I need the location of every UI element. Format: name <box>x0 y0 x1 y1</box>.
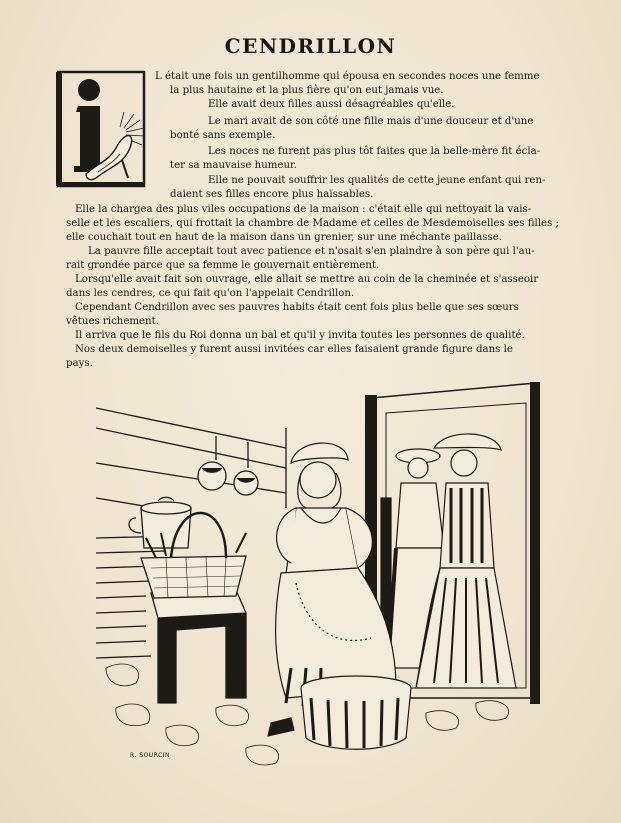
text-line: Elle avait deux filles aussi désagréables qu'elle. <box>208 99 455 110</box>
text-line: Nos deux demoiselles y furent aussi invitées car elles faisaient grande figure dans le <box>75 344 513 355</box>
text-line: La pauvre fille acceptait tout avec patience et n'osait s'en plaindre à son père qui l'au- <box>88 246 535 257</box>
text-line: rait grondée parce que sa femme le gouvernait entièrement. <box>66 260 380 271</box>
text-line: Cependant Cendrillon avec ses pauvres habits était cent fois plus belle que ses sœurs <box>75 302 519 313</box>
illustrator-signature: R. SOURCIN <box>130 752 171 759</box>
text-line: elle couchait tout en haut de la maison dans un grenier, sur une méchante paillasse. <box>66 232 503 243</box>
text-line: Lorsqu'elle avait fait son ouvrage, elle allait se mettre au coin de la cheminée et s'asseoir <box>75 274 539 285</box>
text-line: Elle ne pouvait souffrir les qualités de cette jeune enfant qui ren- <box>208 175 546 186</box>
text-line: Elle la chargea des plus viles occupations de la maison : c'était elle qui nettoyait la vais- <box>75 204 532 215</box>
cinderella-kitchen-illustration <box>96 368 556 770</box>
text-line: Le mari avait de son côté une fille mais d'une douceur et d'une <box>208 116 534 127</box>
text-line: la plus hautaine et la plus fière qu'on eut jamais vue. <box>170 85 444 96</box>
text-line: Les noces ne furent pas plus tôt faites que la belle-mère fit écla- <box>208 146 541 157</box>
text-line: pays. <box>66 358 93 369</box>
text-line: daient ses filles encore plus haïssables. <box>170 189 374 200</box>
text-line: Il arriva que le fils du Roi donna un bal et qu'il y invita toutes les personnes de qualité. <box>75 330 525 341</box>
page-title: CENDRILLON <box>224 34 397 58</box>
text-line: vêtues richement. <box>66 316 159 327</box>
text-line: bonté sans exemple. <box>170 130 276 141</box>
text-line: dans les cendres, ce qui fait qu'on l'appelait Cendrillon. <box>66 288 355 299</box>
text-line: selle et les escaliers, qui frottait la chambre de Madame et celles de Mesdemoiselles ses filles ; <box>66 218 559 229</box>
text-line: L était une fois un gentilhomme qui épousa en secondes noces une femme <box>155 71 540 82</box>
text-line: ter sa mauvaise humeur. <box>170 160 298 171</box>
